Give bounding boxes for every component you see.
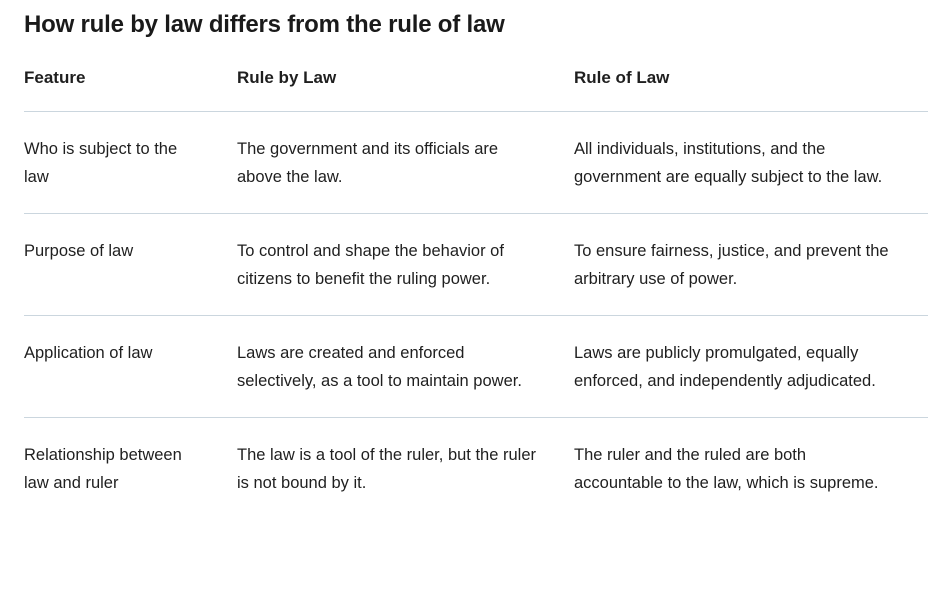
header-rule-of-law-label: Rule of Law <box>574 68 670 87</box>
cell-rule-of-law <box>574 316 928 417</box>
cell-rule-by-law-text: To control and shape the behavior of citizens to benefit the ruling power. <box>237 242 504 288</box>
header-feature <box>24 64 237 111</box>
cell-rule-of-law-text: Laws are publicly promulgated, equally enforced, and independently adjudicated. <box>574 344 876 390</box>
cell-rule-by-law-text: Laws are created and enforced selectively, as a tool to maintain power. <box>237 344 522 390</box>
table-row <box>24 214 928 316</box>
table-row <box>24 418 928 519</box>
cell-rule-by-law <box>237 112 574 213</box>
table-header-row <box>24 64 928 112</box>
comparison-table <box>24 64 928 519</box>
header-rule-of-law <box>574 64 928 111</box>
cell-rule-by-law <box>237 214 574 315</box>
page-title: How rule by law differs from the rule of law <box>24 11 505 38</box>
cell-feature <box>24 214 237 315</box>
cell-feature <box>24 316 237 417</box>
cell-feature-text: Relationship between law and ruler <box>24 446 182 492</box>
cell-rule-of-law <box>574 214 928 315</box>
header-rule-by-law <box>237 64 574 111</box>
cell-rule-by-law <box>237 316 574 417</box>
cell-rule-of-law <box>574 112 928 213</box>
cell-rule-of-law-text: All individuals, institutions, and the government are equally subject to the law. <box>574 140 883 186</box>
cell-rule-of-law-text: The ruler and the ruled are both accountable to the law, which is supreme. <box>574 446 879 492</box>
table-row <box>24 112 928 214</box>
cell-rule-by-law-text: The government and its officials are above the law. <box>237 140 499 186</box>
cell-rule-of-law-text: To ensure fairness, justice, and prevent the arbitrary use of power. <box>574 242 889 288</box>
header-rule-by-law-label: Rule by Law <box>237 68 337 87</box>
table-row <box>24 316 928 418</box>
cell-feature <box>24 112 237 213</box>
cell-feature-text: Purpose of law <box>24 242 134 260</box>
cell-rule-by-law <box>237 418 574 519</box>
cell-feature-text: Application of law <box>24 344 153 362</box>
header-feature-label: Feature <box>24 68 86 87</box>
cell-rule-of-law <box>574 418 928 519</box>
cell-feature <box>24 418 237 519</box>
cell-rule-by-law-text: The law is a tool of the ruler, but the ruler is not bound by it. <box>237 446 536 492</box>
cell-feature-text: Who is subject to the law <box>24 140 178 186</box>
